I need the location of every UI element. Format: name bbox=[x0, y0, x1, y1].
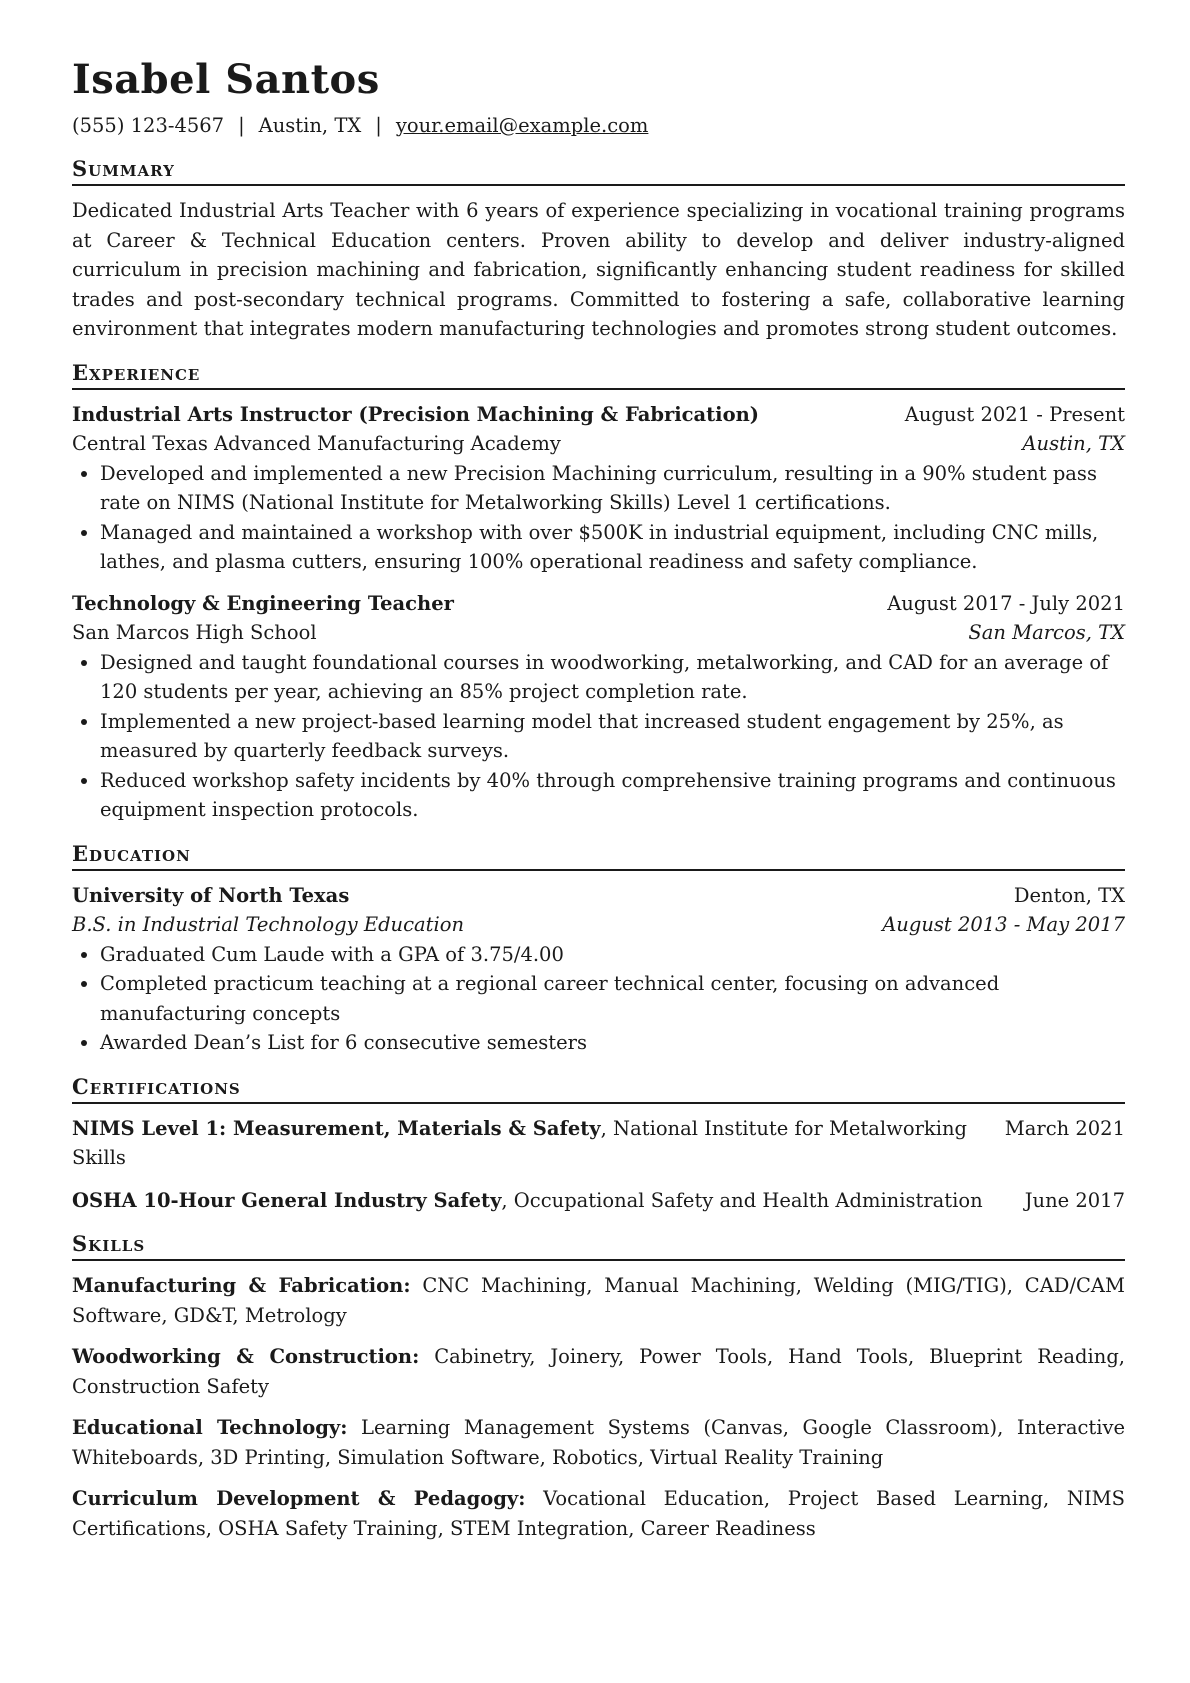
skill-text: CNC Machining, Manual Machining, Welding (MIG/TIG), CAD/CAM Software, GD&T, Metrology bbox=[72, 1274, 1125, 1327]
skill-text: Learning Management Systems (Canvas, Google Classroom), Interactive Whiteboards, 3D Printing, Simulation Software, Robotics, Virtual Reality Training bbox=[72, 1416, 1125, 1469]
job-entry bbox=[72, 400, 1125, 577]
job-dates: August 2021 - Present bbox=[904, 402, 1125, 426]
resume-page bbox=[72, 58, 1125, 1555]
email-link[interactable]: your.email@example.com bbox=[395, 114, 649, 137]
degree: B.S. in Industrial Technology Education bbox=[72, 913, 465, 936]
skill-label: Woodworking & Construction: bbox=[72, 1345, 420, 1368]
education-bullets bbox=[72, 940, 1125, 1058]
school-location: Denton, TX bbox=[1013, 883, 1125, 907]
school-name: University of North Texas bbox=[72, 883, 350, 907]
summary-text: Dedicated Industrial Arts Teacher with 6 years of experience specializing in vocational training programs at Career & Technical Education centers. Proven ability to develop and deliver industry-aligned curriculum in precision machining and fabrication, significantly enhancing student readiness for skilled trades and post-secondary technical programs. Committed to fostering a safe, collaborative learning environment that integrates modern manufacturing technologies and promotes strong student outcomes. bbox=[72, 199, 1125, 340]
certification-date: March 2021 bbox=[1004, 1116, 1125, 1140]
contact-separator: | bbox=[375, 114, 382, 137]
job-organization: San Marcos High School bbox=[72, 621, 317, 644]
skill-group bbox=[72, 1342, 1125, 1401]
section-title-education: Education bbox=[72, 841, 1125, 871]
list-item: • Graduated Cum Laude with a GPA of 3.75/4.00 bbox=[100, 940, 1125, 970]
job-role: Technology & Engineering Teacher bbox=[72, 591, 454, 615]
section-title-certifications: Certifications bbox=[72, 1074, 1125, 1104]
skill-label: Manufacturing & Fabrication: bbox=[72, 1274, 411, 1297]
skill-label: Curriculum Development & Pedagogy: bbox=[72, 1487, 526, 1510]
job-role: Industrial Arts Instructor (Precision Machining & Fabrication) bbox=[72, 402, 760, 426]
certifications-section bbox=[72, 1074, 1125, 1216]
job-bullets bbox=[72, 459, 1125, 577]
certification-item bbox=[72, 1114, 1125, 1173]
skill-group bbox=[72, 1484, 1125, 1543]
education-section bbox=[72, 841, 1125, 1058]
location: Austin, TX bbox=[258, 114, 362, 137]
contact-line bbox=[72, 112, 1125, 140]
list-item: • Implemented a new project-based learning model that increased student engagement by 25%, as measured by quarterly feedback surveys. bbox=[100, 707, 1125, 766]
skills-section bbox=[72, 1231, 1125, 1543]
skill-text: Cabinetry, Joinery, Power Tools, Hand Tools, Blueprint Reading, Construction Safety bbox=[72, 1345, 1126, 1398]
certification-date: June 2017 bbox=[1024, 1188, 1125, 1212]
experience-section bbox=[72, 360, 1125, 825]
section-title-summary: Summary bbox=[72, 156, 1125, 186]
skill-label: Educational Technology: bbox=[72, 1416, 348, 1439]
job-location: San Marcos, TX bbox=[968, 621, 1125, 644]
certification-name: NIMS Level 1: Measurement, Materials & Safety bbox=[72, 1116, 601, 1140]
job-location: Austin, TX bbox=[1022, 432, 1125, 455]
section-title-experience: Experience bbox=[72, 360, 1125, 390]
education-dates: August 2013 - May 2017 bbox=[882, 913, 1125, 936]
list-item: • Developed and implemented a new Precision Machining curriculum, resulting in a 90% student pass rate on NIMS (National Institute for Metalworking Skills) Level 1 certifications. bbox=[100, 459, 1125, 518]
job-dates: August 2017 - July 2021 bbox=[887, 591, 1125, 615]
list-item: • Awarded Dean’s List for 6 consecutive semesters bbox=[100, 1028, 1125, 1058]
certification-item bbox=[72, 1186, 1125, 1216]
list-item: • Completed practicum teaching at a regional career technical center, focusing on advanced manufacturing concepts bbox=[100, 969, 1125, 1028]
list-item: • Designed and taught foundational courses in woodworking, metalworking, and CAD for an average of 120 students per year, achieving an 85% project completion rate. bbox=[100, 648, 1125, 707]
certification-name: OSHA 10-Hour General Industry Safety bbox=[72, 1188, 502, 1212]
list-item: • Managed and maintained a workshop with over $500K in industrial equipment, including CNC mills, lathes, and plasma cutters, ensuring 100% operational readiness and safety compliance. bbox=[100, 518, 1125, 577]
certification-issuer: , National Institute for Metalworking Skills bbox=[72, 1116, 968, 1169]
job-entry bbox=[72, 589, 1125, 825]
job-organization: Central Texas Advanced Manufacturing Academy bbox=[72, 432, 561, 455]
certification-issuer: , Occupational Safety and Health Administration bbox=[501, 1188, 983, 1212]
skill-group bbox=[72, 1271, 1125, 1330]
skill-text: Vocational Education, Project Based Learning, NIMS Certifications, OSHA Safety Training, STEM Integration, Career Readiness bbox=[72, 1487, 1125, 1540]
contact-separator: | bbox=[238, 114, 245, 137]
job-bullets bbox=[72, 648, 1125, 825]
summary-section bbox=[72, 156, 1125, 344]
section-title-skills: Skills bbox=[72, 1231, 1125, 1261]
skill-group bbox=[72, 1413, 1125, 1472]
phone-number: (555) 123-4567 bbox=[72, 114, 225, 137]
list-item: • Reduced workshop safety incidents by 40% through comprehensive training programs and continuous equipment inspection protocols. bbox=[100, 766, 1125, 825]
candidate-name: Isabel Santos bbox=[72, 56, 380, 103]
